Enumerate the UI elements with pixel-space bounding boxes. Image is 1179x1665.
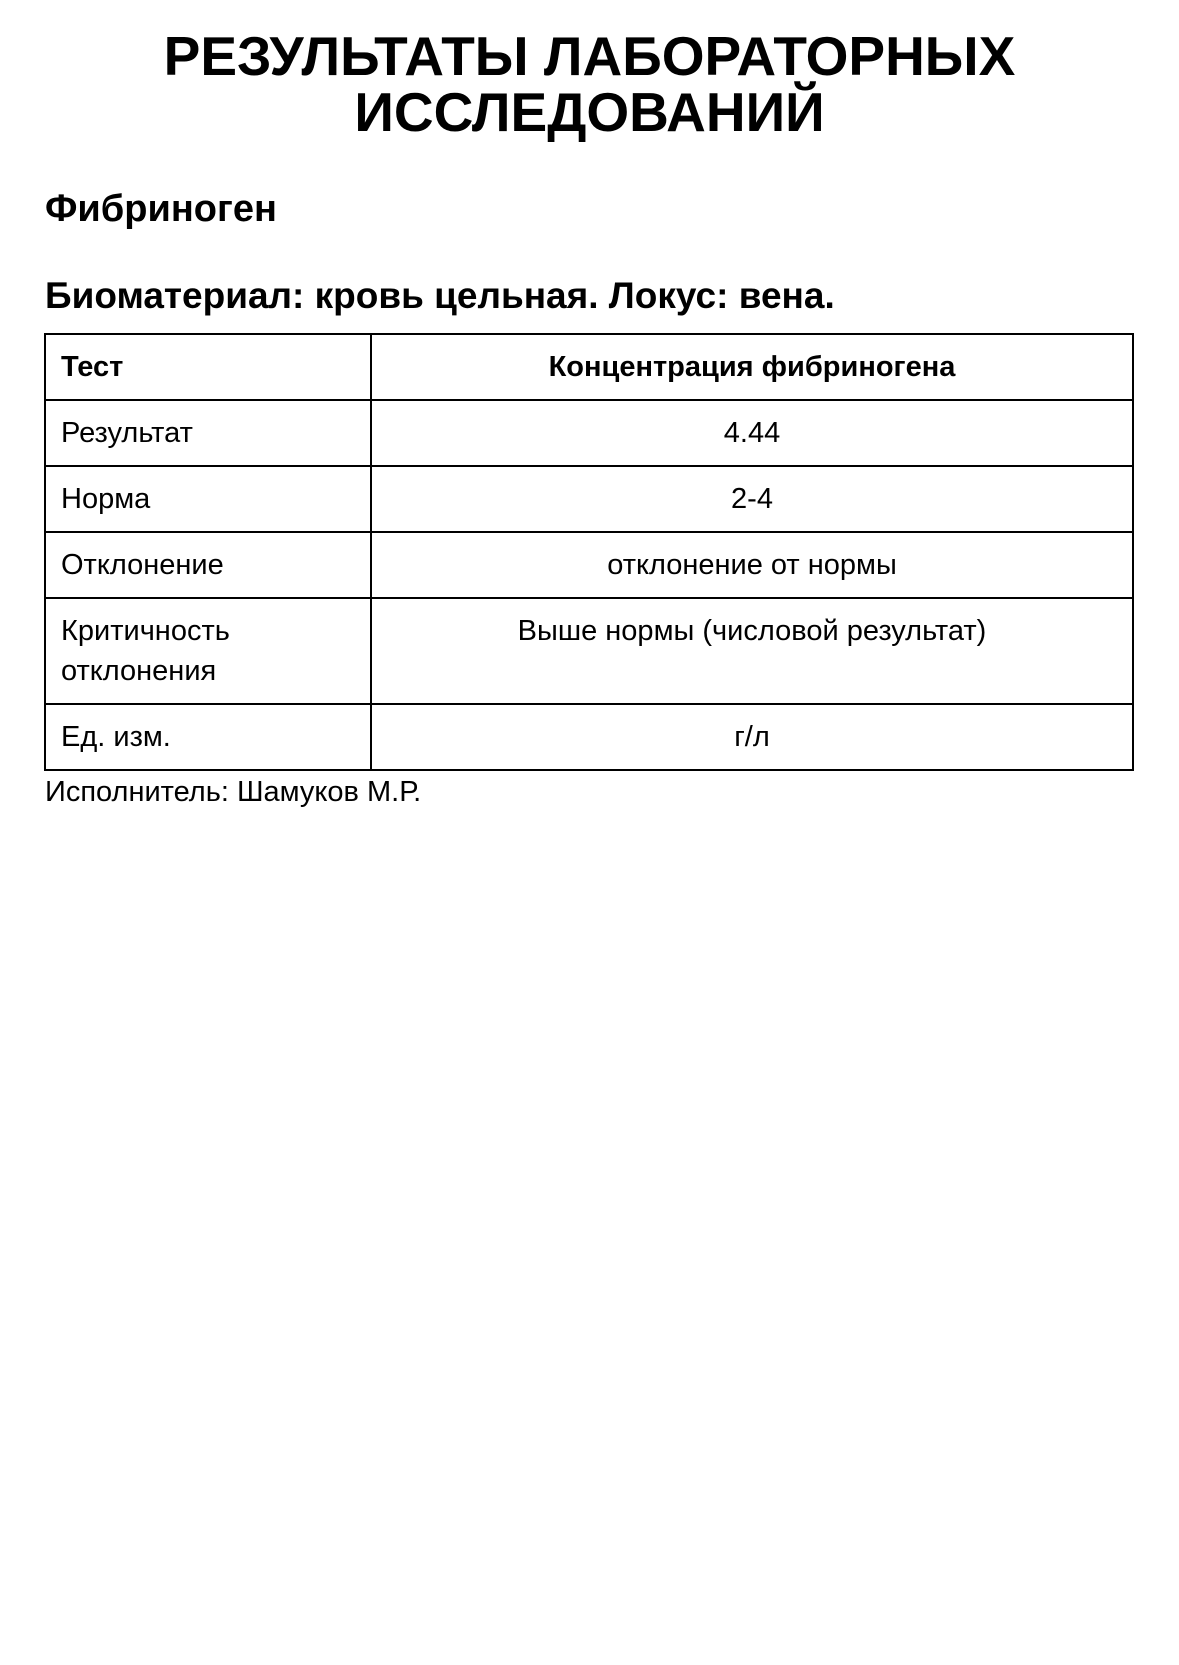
results-table <box>44 333 1134 771</box>
criticality-value: Выше нормы (числовой результат) <box>371 598 1133 704</box>
executor-line: Исполнитель: Шамуков М.Р. <box>45 776 422 808</box>
header-test-name: Концентрация фибриногена <box>371 334 1133 400</box>
page-title-line-1: РЕЗУЛЬТАТЫ ЛАБОРАТОРНЫХ <box>163 25 1016 87</box>
row-label: Норма <box>45 466 371 532</box>
page-title-line-2: ИССЛЕДОВАНИЙ <box>354 81 825 143</box>
page-title <box>0 25 1179 143</box>
table-header-row <box>45 334 1133 400</box>
header-test-label: Тест <box>45 334 371 400</box>
biomaterial-info: Биоматериал: кровь цельная. Локус: вена. <box>45 275 835 316</box>
row-label: Отклонение <box>45 532 371 598</box>
table-row-result <box>45 400 1133 466</box>
norm-value: 2-4 <box>371 466 1133 532</box>
row-label: Результат <box>45 400 371 466</box>
deviation-value: отклонение от нормы <box>371 532 1133 598</box>
table-row-deviation <box>45 532 1133 598</box>
result-value: 4.44 <box>371 400 1133 466</box>
analyte-name: Фибриноген <box>45 188 277 230</box>
table-row-units <box>45 704 1133 770</box>
units-value: г/л <box>371 704 1133 770</box>
table-row-norm <box>45 466 1133 532</box>
row-label <box>45 598 371 704</box>
row-label: Ед. изм. <box>45 704 371 770</box>
table-row-criticality <box>45 598 1133 704</box>
criticality-label: Критичность отклонения <box>61 615 230 687</box>
